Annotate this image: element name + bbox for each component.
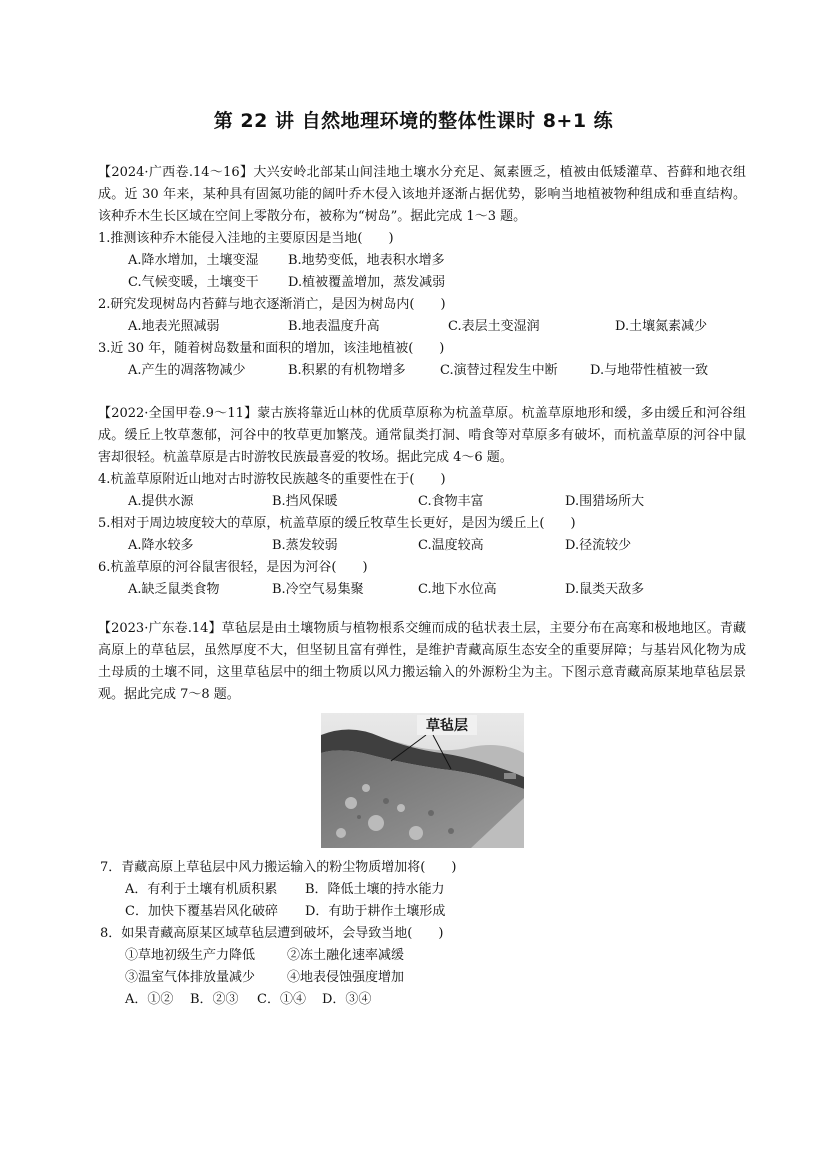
question-3-option-b: B.积累的有机物增多 <box>288 363 406 378</box>
figure-label: 草毡层 <box>426 718 468 734</box>
passage-1: 【2024·广西卷.14～16】大兴安岭北部某山间洼地土壤水分充足、氮素匮乏，植被由低矮灌草、苔藓和地衣组成。近 30 年来，某种具有固氮功能的阔叶乔木侵入该地并逐渐占据优势，影响当地植被物种组成和垂直结构。该种乔木生长区域在空间上零散分布，被称为“树岛”。据此完成 1～3 题。 <box>98 165 746 224</box>
passage-2: 【2022·全国甲卷.9～11】蒙古族将靠近山林的优质草原称为杭盖草原。杭盖草原地形和缓，多由缓丘和河谷组成。缓丘上牧草葱郁，河谷中的牧草更加繁茂。通常鼠类打洞、啃食等对草原多有破坏，而杭盖草原的河谷中鼠害却很轻。杭盖草原是古时游牧民族最喜爱的牧场。据此完成 4～6 题。 <box>98 406 746 465</box>
question-6-option-c: C.地下水位高 <box>418 582 497 597</box>
question-1-option-c: C.气候变暖，土壤变干 <box>128 275 259 290</box>
question-8-option-d: D．③④ <box>322 992 372 1007</box>
question-1-option-d: D.植被覆盖增加，蒸发减弱 <box>288 275 446 290</box>
question-4-option-a: A.提供水源 <box>128 494 194 509</box>
question-4-option-d: D.围猎场所大 <box>565 494 645 509</box>
question-7-stem: 7．青藏高原上草毡层中风力搬运输入的粉尘物质增加将( ) <box>100 860 457 875</box>
question-8-option-b: B．②③ <box>190 992 239 1007</box>
question-1-stem: 1.推测该种乔木能侵入洼地的主要原因是当地( ) <box>98 231 394 246</box>
page-title: 第 22 讲 自然地理环境的整体性课时 8+1 练 <box>213 110 614 132</box>
question-1-option-a: A.降水增加，土壤变湿 <box>128 253 259 268</box>
question-2-option-b: B.地表温度升高 <box>288 319 380 334</box>
question-2-option-a: A.地表光照减弱 <box>128 319 220 334</box>
question-6-option-a: A.缺乏鼠类食物 <box>128 582 220 597</box>
question-5-stem: 5.相对于周边坡度较大的草原，杭盖草原的缓丘牧草生长更好，是因为缓丘上( ) <box>98 516 576 531</box>
question-6-option-d: D.鼠类天敌多 <box>565 582 645 597</box>
question-3-option-d: D.与地带性植被一致 <box>590 363 709 378</box>
question-3-option-a: A.产生的凋落物减少 <box>128 363 246 378</box>
question-5-option-b: B.蒸发较弱 <box>272 538 338 553</box>
question-8-option-c: C．①④ <box>257 992 306 1007</box>
question-4-option-c: C.食物丰富 <box>418 494 484 509</box>
question-3-option-c: C.演替过程发生中断 <box>440 363 558 378</box>
question-7-option-d: D．有助于耕作土壤形成 <box>305 904 446 919</box>
turf-layer-landscape-image <box>321 713 524 848</box>
turf-layer-photo <box>321 713 524 848</box>
question-8-item-4: ④地表侵蚀强度增加 <box>287 970 405 985</box>
question-5-option-c: C.温度较高 <box>418 538 484 553</box>
question-5-option-a: A.降水较多 <box>128 538 194 553</box>
question-2-option-d: D.土壤氮素减少 <box>615 319 708 334</box>
question-8-item-3: ③温室气体排放量减少 <box>125 970 256 985</box>
question-7-option-a: A．有利于土壤有机质积累 <box>125 882 278 897</box>
passage-3: 【2023·广东卷.14】草毡层是由土壤物质与植物根系交缠而成的毡状表土层，主要分布在高寒和极地地区。青藏高原上的草毡层，虽然厚度不大，但坚韧且富有弹性，是维护青藏高原生态安全的重要屏障；与基岩风化物为成土母质的土壤不同，这里草毡层中的细土物质以风力搬运输入的外源粉尘为主。下图示意青藏高原某地草毡层景观。据此完成 7～8 题。 <box>98 621 746 702</box>
question-2-stem: 2.研究发现树岛内苔藓与地衣逐渐消亡，是因为树岛内( ) <box>98 297 446 312</box>
question-8-option-a: A．①② <box>125 992 174 1007</box>
question-8-stem: 8．如果青藏高原某区域草毡层遭到破坏，会导致当地( ) <box>100 926 444 941</box>
question-5-option-d: D.径流较少 <box>565 538 632 553</box>
question-6-stem: 6.杭盖草原的河谷鼠害很轻，是因为河谷( ) <box>98 560 368 575</box>
question-4-option-b: B.挡风保暖 <box>272 494 338 509</box>
question-2-option-c: C.表层土变湿润 <box>448 319 540 334</box>
question-3-stem: 3.近 30 年，随着树岛数量和面积的增加，该洼地植被( ) <box>98 341 445 356</box>
question-8-item-2: ②冻土融化速率减缓 <box>287 948 405 963</box>
question-4-stem: 4.杭盖草原附近山地对古时游牧民族越冬的重要性在于( ) <box>98 472 446 487</box>
question-1-option-b: B.地势变低，地表积水增多 <box>288 253 445 268</box>
question-7-option-c: C．加快下覆基岩风化破碎 <box>125 904 278 919</box>
question-6-option-b: B.冷空气易集聚 <box>272 582 364 597</box>
question-7-option-b: B．降低土壤的持水能力 <box>305 882 445 897</box>
question-8-item-1: ①草地初级生产力降低 <box>125 948 256 963</box>
